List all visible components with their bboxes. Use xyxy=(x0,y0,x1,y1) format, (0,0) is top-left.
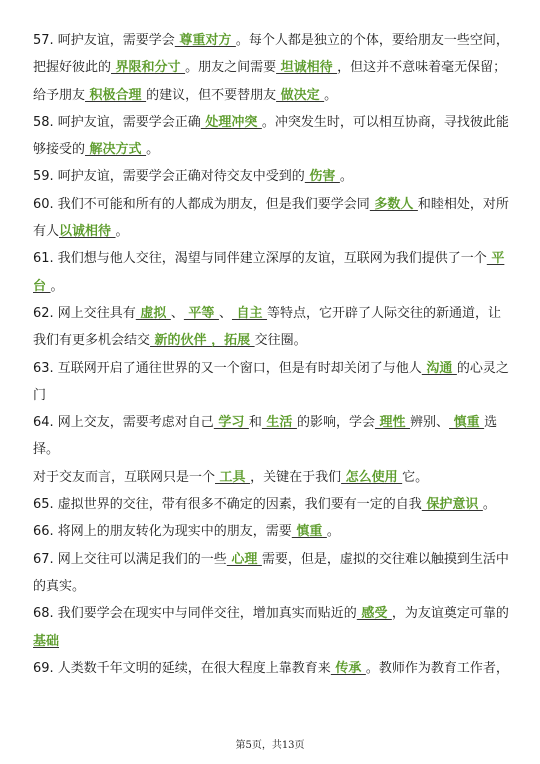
text-segment: 的影响，学会 xyxy=(296,415,375,431)
text-line xyxy=(33,387,510,414)
text-line xyxy=(33,332,510,359)
text-line xyxy=(33,305,510,332)
text-line xyxy=(33,441,510,468)
text-segment: 63. 互联网开启了通往世界的又一个窗口，但是有时却关闭了与他人 xyxy=(33,360,422,376)
text-line xyxy=(33,59,510,86)
text-segment: 给予朋友 xyxy=(33,87,86,103)
fill-in-answer: 保护意识 xyxy=(421,497,483,513)
text-segment: 64. 网上交友，需要考虑对自己 xyxy=(33,415,214,431)
text-line xyxy=(33,523,510,550)
fill-in-answer: 处理冲突 xyxy=(200,114,262,130)
text-segment: 58. 呵护友谊，需要学会正确 xyxy=(33,114,201,130)
text-line xyxy=(33,469,510,496)
text-line xyxy=(33,660,510,687)
text-segment: 的真实。 xyxy=(33,578,86,594)
text-segment: 。朋友之间需要 xyxy=(185,60,277,76)
text-line xyxy=(33,196,510,223)
text-segment: 有人 xyxy=(33,224,60,240)
text-segment: 57. 呵护友谊，需要学会 xyxy=(33,33,175,48)
fill-in-answer: 学习 xyxy=(213,415,249,431)
text-line xyxy=(33,360,510,387)
text-segment: 66. 将网上的朋友转化为现实中的朋友，需要 xyxy=(33,524,292,540)
text-line xyxy=(33,87,510,114)
text-segment: 。教师作为教育工作者， xyxy=(365,660,509,676)
fill-in-answer: 多数人 xyxy=(369,196,418,212)
text-segment: 。 xyxy=(115,224,129,240)
fill-in-answer: 平 xyxy=(486,251,505,267)
text-segment: 。 xyxy=(324,87,338,103)
text-segment: 68. 我们要学会在现实中与同伴交往，增加真实而贴近的 xyxy=(33,606,357,622)
text-segment: 67. 网上交往可以满足我们的一些 xyxy=(33,551,227,567)
text-line xyxy=(33,414,510,441)
fill-in-answer: 感受 xyxy=(356,606,392,622)
text-line xyxy=(33,32,510,59)
text-line xyxy=(33,633,510,660)
text-segment: 60. 我们不可能和所有的人都成为朋友，但是我们要学会同 xyxy=(33,196,370,212)
text-line xyxy=(33,496,510,523)
text-line xyxy=(33,605,510,632)
text-segment: 61. 我们想与他人交往，渴望与同伴建立深厚的友谊，互联网为我们提供了一个 xyxy=(33,251,487,267)
text-segment: 。 xyxy=(326,524,340,540)
fill-in-answer: 界限和分寸 xyxy=(111,60,186,76)
text-line xyxy=(33,250,510,277)
fill-in-answer: 工具 xyxy=(215,469,251,485)
text-segment: ，但这并不意味着毫无保留； xyxy=(337,60,507,76)
text-segment: 、 xyxy=(170,305,184,321)
fill-in-answer: 传承 xyxy=(330,660,366,676)
fill-in-answer: 慎重 xyxy=(449,415,485,431)
fill-in-answer: 台 xyxy=(33,278,51,294)
text-line xyxy=(33,223,510,250)
fill-in-answer: 新的伙伴 ，拓展 xyxy=(150,333,255,349)
text-segment: 。 xyxy=(482,497,496,513)
text-segment: 。每个人都是独立的个体，要给朋友一些空间， xyxy=(235,33,509,48)
fill-in-answer: 尊重对方 xyxy=(174,33,236,48)
text-line xyxy=(33,168,510,195)
text-segment: 交往圈。 xyxy=(254,333,307,349)
text-segment: ，为友谊奠定可靠的 xyxy=(391,606,509,622)
fill-in-answer: 生活 xyxy=(261,415,297,431)
text-segment: 我们有更多机会结交 xyxy=(33,333,151,349)
fill-in-answer: 坦诚相待 xyxy=(276,60,338,76)
fill-in-answer: 理性 xyxy=(374,415,411,431)
text-segment: 的心灵之 xyxy=(456,360,509,376)
text-segment: 择。 xyxy=(33,442,60,458)
fill-in-answer: 基础 xyxy=(33,633,60,649)
text-segment: 选 xyxy=(484,415,498,431)
fill-in-answer: 慎重 xyxy=(291,524,327,540)
text-line xyxy=(33,278,510,305)
fill-in-answer: 平等 xyxy=(183,305,219,321)
fill-in-answer: 解决方式 xyxy=(85,142,147,158)
text-segment: 对于交友而言，互联网只是一个 xyxy=(33,469,216,485)
text-line xyxy=(33,141,510,168)
fill-in-answer: 以诚相待 xyxy=(59,224,116,240)
fill-in-answer: 沟通 xyxy=(421,360,457,376)
text-segment: 需要，但是，虚拟的交往难以触摸到生活中 xyxy=(261,551,509,567)
text-line xyxy=(33,578,510,605)
fill-in-answer: 心理 xyxy=(226,551,262,567)
fill-in-answer: 自主 xyxy=(231,305,268,321)
text-line xyxy=(33,551,510,578)
text-segment: 。 xyxy=(146,142,160,158)
fill-in-answer: 虚拟 xyxy=(135,305,171,321)
text-segment: 够接受的 xyxy=(33,142,86,158)
text-segment: 它。 xyxy=(402,469,429,485)
text-segment: 和睦相处，对所 xyxy=(417,196,509,212)
fill-in-answer: 积极合理 xyxy=(85,87,147,103)
text-segment: 辨别、 xyxy=(410,415,450,431)
page-footer: 第5页，共13页 xyxy=(235,740,305,751)
text-segment: 和 xyxy=(248,415,262,431)
fill-in-answer: 怎么使用 xyxy=(341,469,403,485)
text-line xyxy=(33,114,510,141)
text-segment: 65. 虚拟世界的交往，带有很多不确定的因素，我们要有一定的自我 xyxy=(33,497,422,513)
text-segment: 69. 人类数千年文明的延续，在很大程度上靠教育来 xyxy=(33,660,331,676)
text-segment: 59. 呵护友谊，需要学会正确对待交友中受到的 xyxy=(33,169,305,185)
text-segment: 。冲突发生时，可以相互协商，寻找彼此能 xyxy=(261,114,509,130)
text-segment: 等特点，它开辟了人际交往的新通道，让 xyxy=(267,305,502,321)
text-segment: 。 xyxy=(339,169,353,185)
text-segment: 门 xyxy=(33,387,47,403)
text-segment: 把握好彼此的 xyxy=(33,60,112,76)
text-segment: ，关键在于我们 xyxy=(250,469,342,485)
fill-in-answer: 伤害 xyxy=(304,169,340,185)
text-segment: 62. 网上交往具有 xyxy=(33,305,136,321)
text-segment: 的建议，但不要替朋友 xyxy=(146,87,277,103)
text-segment: 、 xyxy=(218,305,232,321)
fill-in-answer: 做决定 xyxy=(276,87,325,103)
text-segment: 。 xyxy=(50,278,64,294)
document-body xyxy=(33,32,510,687)
